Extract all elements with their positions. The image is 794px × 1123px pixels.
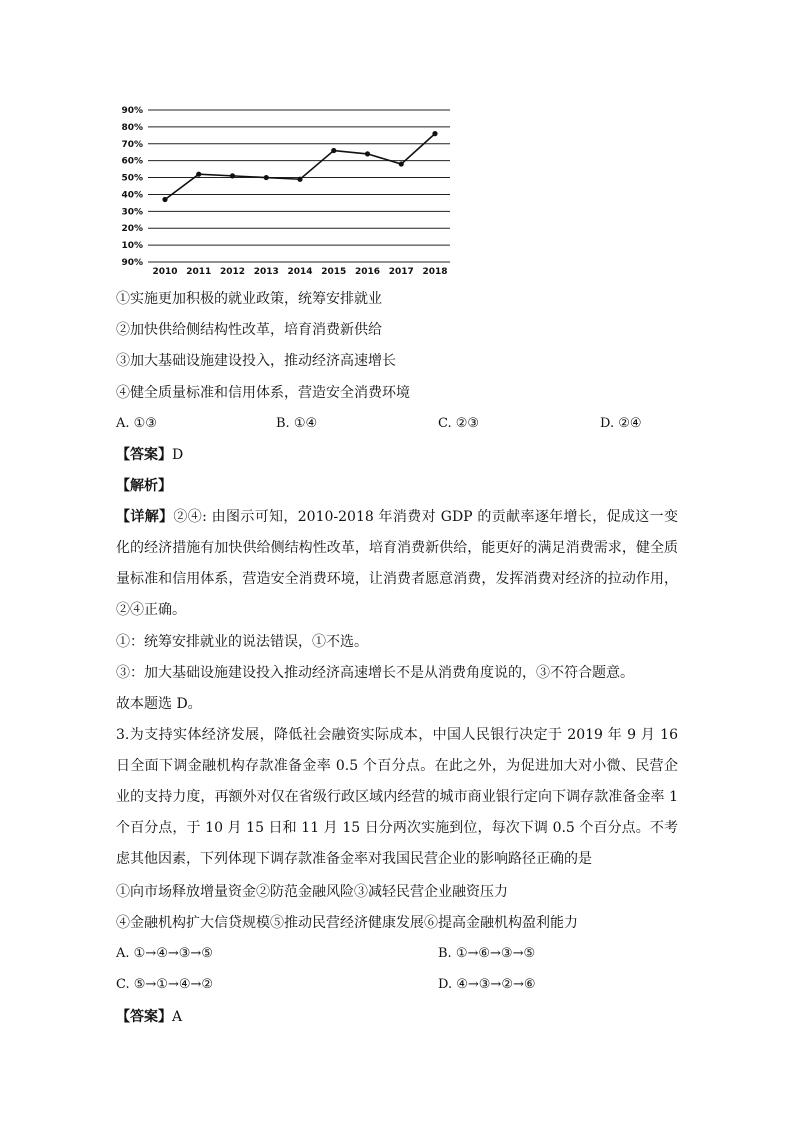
q3-answer-label: 【答案】: [116, 1009, 172, 1025]
answer-label: 【答案】: [116, 447, 172, 463]
line-chart: [112, 100, 462, 280]
detail-label: 【详解】: [116, 509, 174, 525]
y-tick-label: 50%: [121, 173, 143, 184]
answer-row: [116, 445, 183, 465]
q3-choice-a: A. ①→④→③→⑤: [116, 946, 213, 961]
data-point: [196, 172, 201, 177]
x-tick-label: 2015: [321, 267, 347, 277]
x-tick-label: 2017: [388, 267, 414, 277]
data-point: [162, 197, 167, 202]
data-point: [230, 173, 235, 178]
choice-c: C. ②③: [438, 416, 480, 431]
q3-answer-value: A: [172, 1009, 183, 1025]
x-tick-label: 2013: [253, 267, 279, 277]
y-tick-label: 70%: [121, 139, 143, 150]
q3-answer-row: [116, 1007, 182, 1027]
chart-points: [162, 131, 437, 202]
note-2: ③：加大基础设施建设投入推动经济高速增长不是从消费角度说的，③不符合题意。: [116, 665, 634, 681]
y-tick-label: 40%: [121, 190, 143, 201]
y-tick-label: 80%: [121, 122, 143, 133]
y-tick-label: 10%: [121, 241, 143, 252]
option-3: ③加大基础设施建设投入，推动经济高速增长: [116, 353, 396, 369]
data-point: [331, 148, 336, 153]
data-point: [365, 151, 370, 156]
detail-text: ②④: 由图示可知，2010-2018 年消费对 GDP 的贡献率逐年增长，促成这一变化的经济措施有加快供给侧结构性改革，培育消费新供给，能更好的满足消费需求，健全质量标准和信用体系，营造安全消费环境，让消费者愿意消费，发挥消费对经济的拉动作用，②④正确。: [116, 509, 678, 618]
data-point: [432, 131, 437, 136]
y-tick-label: 30%: [121, 207, 143, 218]
y-tick-label: 60%: [121, 156, 143, 167]
y-tick-label: 90%: [121, 258, 143, 268]
answer-value: D: [172, 447, 184, 463]
q3-choice-d: D. ④→③→②→⑥: [438, 977, 536, 992]
q3-items-line-2: ④金融机构扩大信贷规模⑤推动民营经济健康发展⑥提高金融机构盈利能力: [116, 915, 578, 931]
x-tick-label: 2012: [219, 267, 246, 277]
analysis-label: 【解析】: [116, 478, 172, 494]
q3-items-line-1: ①向市场释放增量资金②防范金融风险③减轻民营企业融资压力: [116, 884, 508, 900]
chart-gridlines: [148, 110, 450, 262]
question-3-stem: 3.为支持实体经济发展，降低社会融资实际成本，中国人民银行决定于 2019 年 9 月 16 日全面下调金融机构存款准备金率 0.5 个百分点。在此之外，为促进加大对小微、民营企业的支持力度，再额外对仅在省级行政区域内经营的城市商业银行定向下调存款准备金率 1 个百分点，于 10 月 15 日和 11 月 15 日分两次实施到位，每次下调 0.5 个百分点。不考虑其他因素，下列体现下调存款准备金率对我国民营企业的影响路径正确的是: [116, 727, 678, 867]
x-tick-label: 2016: [354, 267, 381, 277]
choice-d: D. ②④: [600, 416, 642, 431]
chart-x-ticks: [152, 267, 447, 277]
option-4: ④健全质量标准和信用体系，营造安全消费环境: [116, 385, 410, 401]
detail-paragraph: [116, 502, 678, 626]
x-tick-label: 2018: [422, 267, 448, 277]
chart-y-ticks: [121, 106, 143, 268]
x-tick-label: 2010: [152, 267, 178, 277]
option-2: ②加快供给侧结构性改革，培育消费新供给: [116, 322, 382, 338]
conclusion: 故本题选 D。: [116, 696, 202, 712]
data-point: [297, 177, 302, 182]
x-tick-label: 2011: [186, 267, 212, 277]
data-point: [264, 175, 269, 180]
choice-a: A. ①③: [116, 416, 157, 431]
x-tick-label: 2014: [287, 267, 313, 277]
option-1: ①实施更加积极的就业政策，统筹安排就业: [116, 291, 382, 307]
note-1: ①：统筹安排就业的说法错误，①不选。: [116, 634, 368, 650]
y-tick-label: 20%: [121, 224, 143, 235]
q3-choice-c: C. ⑤→①→④→②: [116, 977, 214, 992]
q3-choice-b: B. ①→⑥→③→⑤: [438, 946, 536, 961]
choice-b: B. ①④: [276, 416, 318, 431]
y-tick-label: 90%: [121, 106, 143, 116]
data-point: [399, 161, 404, 166]
